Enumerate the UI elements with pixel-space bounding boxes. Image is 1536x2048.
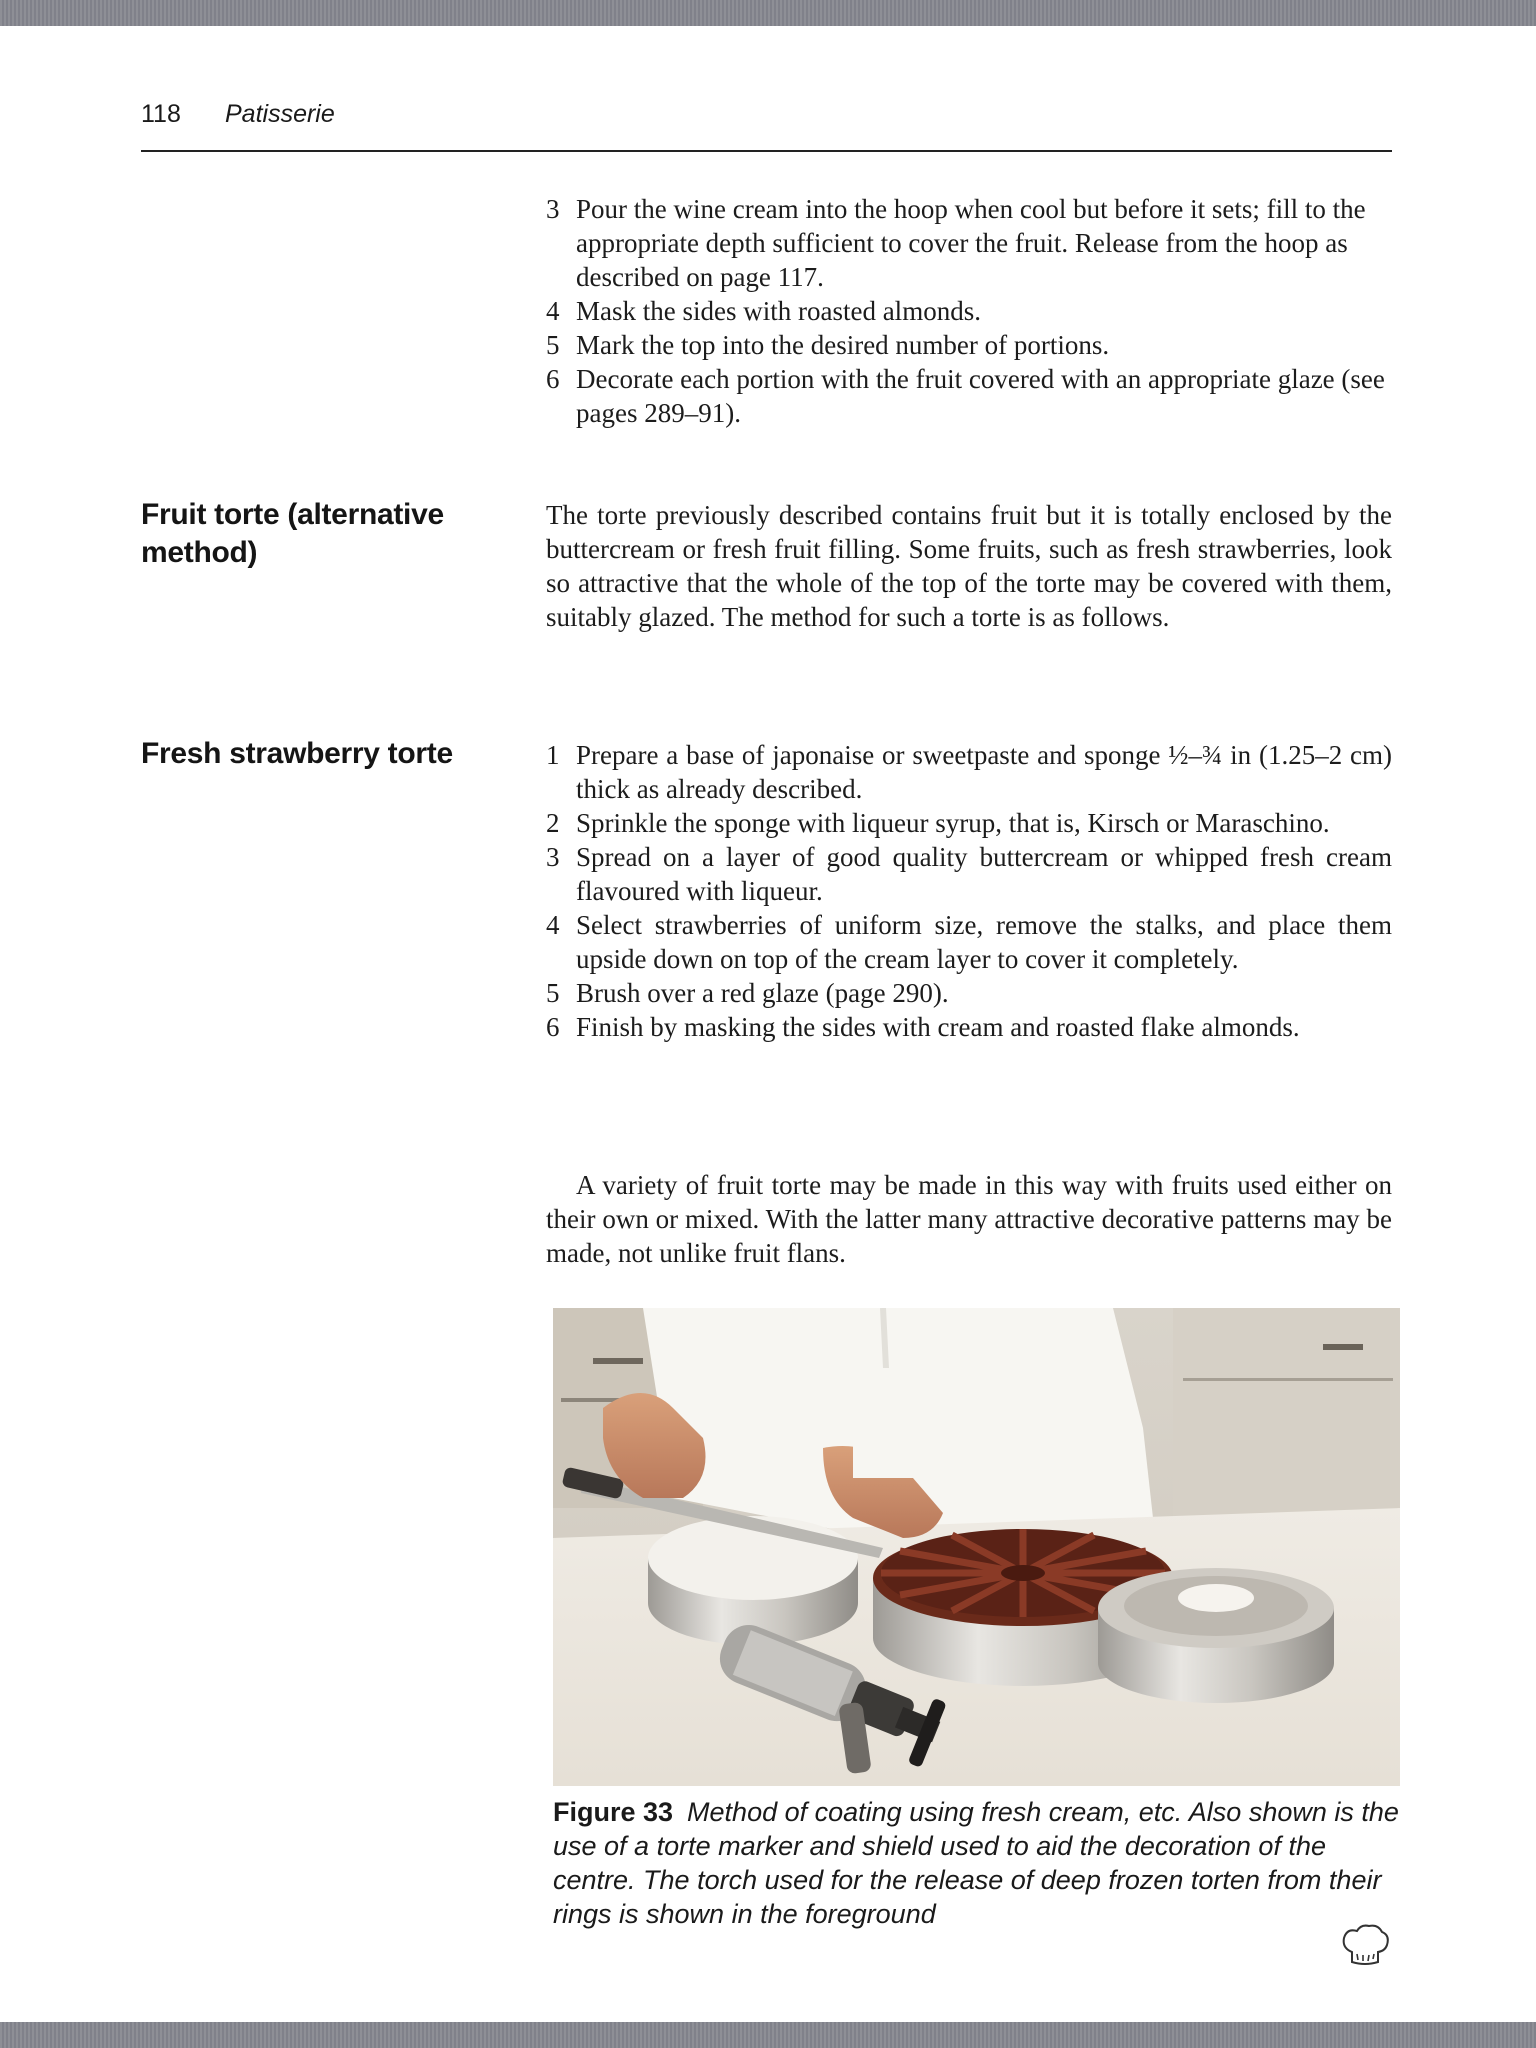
list-item: 5 Brush over a red glaze (page 290). — [546, 978, 949, 1008]
figure-photo — [553, 1308, 1400, 1786]
list-item: 3 Spread on a layer of good quality buttercream or whipped fresh cream flavoured with liqueur. — [546, 842, 1392, 906]
photo-torte-marker-icon — [553, 1308, 1400, 1786]
list-item: 4 Select strawberries of uniform size, remove the stalks, and place them upside down on top of the cream layer to cover it completely. — [546, 910, 1392, 974]
chef-hat-icon — [1340, 1922, 1390, 1970]
viewer-bottom-bar — [0, 2022, 1536, 2048]
list-item: 5 Mark the top into the desired number of portions. — [546, 330, 1110, 360]
fruit-torte-paragraph: The torte previously described contains fruit but it is totally enclosed by the buttercream or fresh fruit filling. Some fruits, such as fresh strawberries, look so attractive that the whole of the top of the torte may be covered with them, suitably glazed. The method for such a torte is as follows. — [546, 500, 1392, 632]
figure-label: Figure 33 — [553, 1797, 674, 1827]
steps-list — [546, 738, 1392, 1044]
list-item: 4 Mask the sides with roasted almonds. — [546, 296, 981, 326]
figure-caption-text: Method of coating using fresh cream, etc. Also shown is the use of a torte marker and shield used to aid the decoration of the centre. The torch used for the release of deep frozen torten from their rings is shown in the foreground — [553, 1797, 1399, 1929]
section-heading-strawberry-torte: Fresh strawberry torte — [141, 737, 453, 770]
list-item: 6 Decorate each portion with the fruit covered with an appropriate glaze (see pages 289–91). — [546, 364, 1385, 428]
list-item: 1 Prepare a base of japonaise or sweetpaste and sponge ½–¾ in (1.25–2 cm) thick as already described. — [546, 740, 1392, 804]
list-item: 2 Sprinkle the sponge with liqueur syrup, that is, Kirsch or Maraschino. — [546, 808, 1330, 838]
header-rule — [141, 150, 1392, 152]
list-item: 6 Finish by masking the sides with cream and roasted flake almonds. — [546, 1012, 1300, 1042]
running-head — [141, 88, 1392, 152]
strawberry-torte-steps — [546, 738, 1392, 1044]
page-number: 118 — [141, 100, 181, 128]
list-item: 3 Pour the wine cream into the hoop when cool but before it sets; fill to the appropriate depth sufficient to cover the fruit. Release from the hoop as described on page 117. — [546, 194, 1366, 292]
viewer-top-bar — [0, 0, 1536, 26]
section-heading-fruit-torte: Fruit torte (alternative method) — [141, 498, 444, 569]
variety-paragraph: A variety of fruit torte may be made in this way with fruits used either on their own or mixed. With the latter many attractive decorative patterns may be made, not unlike fruit flans. — [546, 1170, 1392, 1268]
steps-list — [546, 192, 1392, 430]
figure-caption — [553, 1795, 1403, 1931]
running-title: Patisserie — [225, 100, 335, 128]
wine-cream-steps — [546, 192, 1392, 430]
